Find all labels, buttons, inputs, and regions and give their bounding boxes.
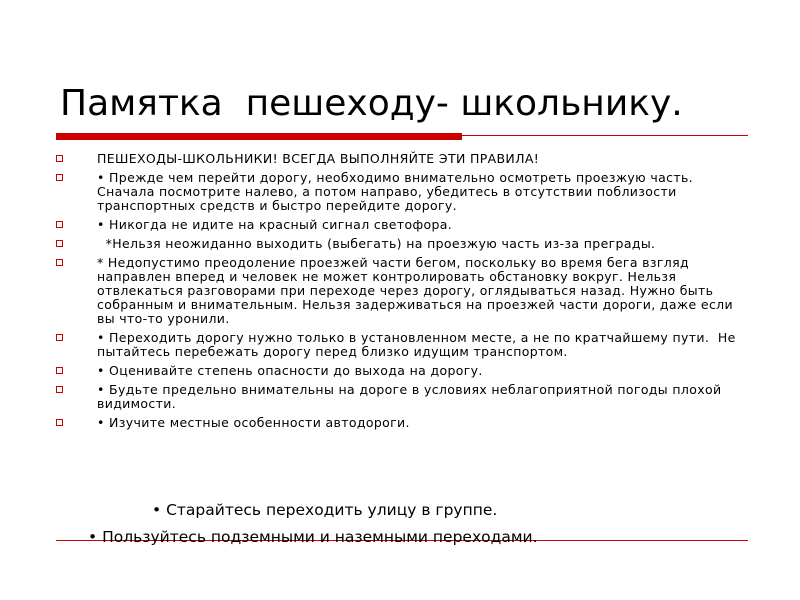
hollow-square-bullet-icon (56, 367, 63, 374)
note-use-crossings: • Пользуйтесь подземными и наземными переходами. (88, 528, 538, 546)
bullet-item (55, 383, 755, 411)
bullet-text: • Прежде чем перейти дорогу, необходимо внимательно осмотреть проезжую часть. Сначала посмотрите налево, а потом направо, убедитесь в отсутствии поблизости транспортных средств и быстро перейдите дорогу. (97, 170, 694, 213)
hollow-square-bullet-icon (56, 155, 63, 162)
note-walk-in-group: • Старайтесь переходить улицу в группе. (152, 501, 498, 519)
slide-title: Памятка пешеходу- школьнику. (60, 83, 683, 124)
bullet-item (55, 364, 755, 378)
bullet-text: • Никогда не идите на красный сигнал светофора. (97, 217, 453, 232)
bullet-text: • Переходить дорогу нужно только в установленном месте, а не по кратчайшему пути. Не пытайтесь перебежать дорогу перед близко идущим транспортом. (97, 330, 740, 359)
hollow-square-bullet-icon (56, 419, 63, 426)
bullet-text: ПЕШЕХОДЫ-ШКОЛЬНИКИ! ВСЕГДА ВЫПОЛНЯЙТЕ ЭТИ ПРАВИЛА! (97, 151, 540, 166)
rules-bullet-list (55, 152, 755, 435)
bullet-text: • Оценивайте степень опасности до выхода на дорогу. (97, 363, 483, 378)
bullet-item (55, 331, 755, 359)
bullet-text: * Недопустимо преодоление проезжей части бегом, поскольку во время бега взгляд направлен вперед и человек не может контролировать обстановку вокруг. Нельзя отвлекаться разговорами при переходе через дорогу, оглядываться назад. Нужно быть собранным и внимательным. Нельзя задерживаться на проезжей части дороги, даже если вы что-то уронили. (97, 255, 733, 326)
bullet-item (55, 218, 755, 232)
bullet-item (55, 416, 755, 430)
hollow-square-bullet-icon (56, 334, 63, 341)
hollow-square-bullet-icon (56, 174, 63, 181)
bullet-item (55, 256, 755, 326)
hollow-square-bullet-icon (56, 386, 63, 393)
title-underline-thin (462, 135, 748, 136)
hollow-square-bullet-icon (56, 240, 63, 247)
hollow-square-bullet-icon (56, 221, 63, 228)
bullet-item (55, 152, 755, 166)
title-underline-thick (56, 133, 462, 140)
bullet-item (55, 171, 755, 213)
bullet-text: • Изучите местные особенности автодороги. (97, 415, 410, 430)
bullet-text: *Нельзя неожиданно выходить (выбегать) на проезжую часть из-за преграды. (97, 236, 656, 251)
hollow-square-bullet-icon (56, 259, 63, 266)
bullet-item (55, 237, 755, 251)
bullet-text: • Будьте предельно внимательны на дороге в условиях неблагоприятной погоды плохой видимости. (97, 382, 722, 411)
